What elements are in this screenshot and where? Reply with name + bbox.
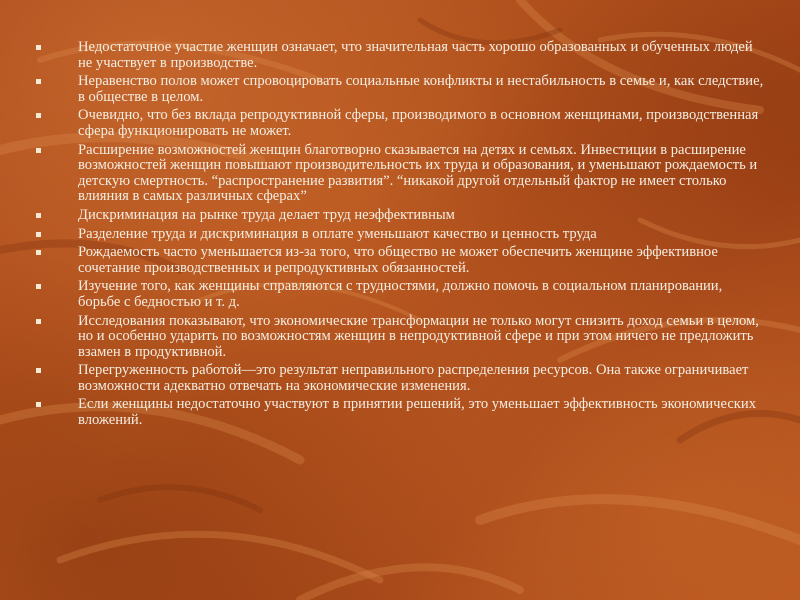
square-bullet-icon [36,113,41,118]
bullet-item [36,279,766,310]
bullet-item [36,208,766,224]
square-bullet-icon [36,148,41,153]
bullet-text: Если женщины недостаточно участвуют в принятии решений, это уменьшает эффективность экономических вложений. [78,396,756,429]
square-bullet-icon [36,232,41,237]
bullet-item [36,397,766,428]
bullet-text: Изучение того, как женщины справляются с трудностями, должно помочь в социальном планировании, борьбе с бедностью и т. д. [78,278,723,310]
square-bullet-icon [36,213,41,218]
bullet-item [36,143,766,205]
bullet-text: Недостаточное участие женщин означает, что значительная часть хорошо образованных и обученных людей не участвует в производстве. [78,39,753,71]
bullet-item [36,227,766,243]
square-bullet-icon [36,319,41,324]
bullet-text: Разделение труда и дискриминация в оплате уменьшают качество и ценность труда [78,225,597,242]
square-bullet-icon [36,250,41,255]
bullet-item [36,40,766,71]
bullet-item [36,108,766,139]
bullet-text: Исследования показывают, что экономические трансформации не только могут снизить доход семьи в целом, но и особенно ударить по возможностям женщин в непродуктивной сфере и при этом ничего не предложить взамен в продуктивной. [78,312,759,360]
bullet-text: Очевидно, что без вклада репродуктивной сферы, производимого в основном женщинами, производственная сфера функционировать не может. [78,107,759,139]
bullet-text: Рождаемость часто уменьшается из-за того, что общество не может обеспечить женщине эффективное сочетание производственных и репродуктивных обязанностей. [78,244,718,276]
square-bullet-icon [36,79,41,84]
bullet-list [36,40,766,429]
bullet-text: Перегруженность работой—это результат неправильного распределения ресурсов. Она также ограничивает возможности адекватно отвечать на экономические изменения. [78,362,749,394]
bullet-list-container [36,40,766,432]
bullet-item [36,74,766,105]
bullet-text: Неравенство полов может спровоцировать социальные конфликты и нестабильность в семье и, как следствие, в обществе в целом. [78,73,764,105]
bullet-item [36,245,766,276]
square-bullet-icon [36,284,41,289]
square-bullet-icon [36,368,41,373]
bullet-item [36,363,766,394]
bullet-text: Расширение возможностей женщин благотворно сказывается на детях и семьях. Инвестиции в расширение возможностей женщин повышают производительность их труда и образования, и уменьшают рождаемость и детскую смертность. “распространение развития”. “никакой другой отдельный фактор не имеет столько влияния в самых различных сферах” [78,141,758,205]
bullet-item [36,314,766,361]
square-bullet-icon [36,402,41,407]
square-bullet-icon [36,45,41,50]
bullet-text: Дискриминация на рынке труда делает труд неэффективным [78,206,455,223]
